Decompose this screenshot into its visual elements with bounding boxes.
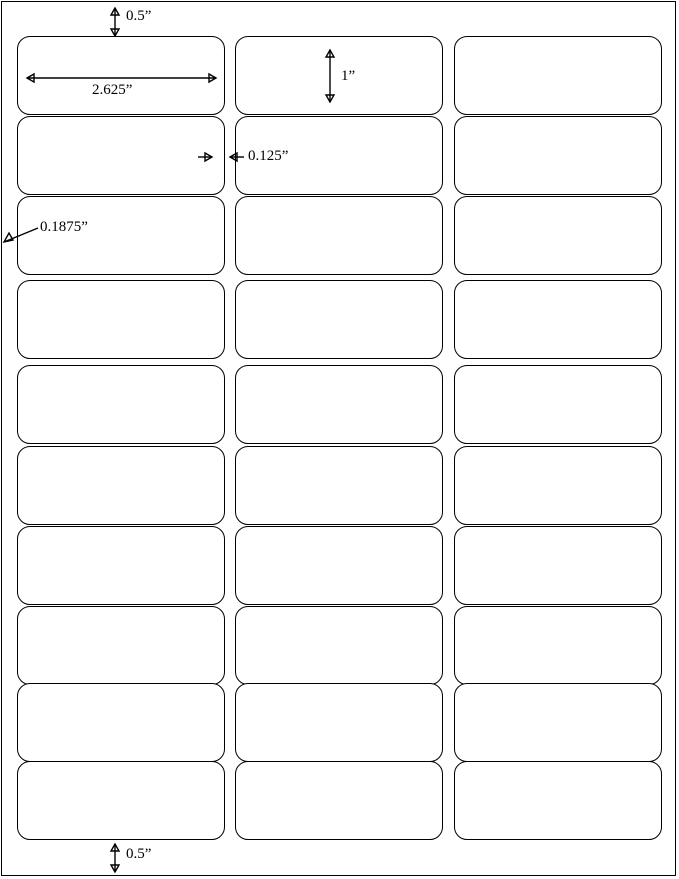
label-cell[interactable] (454, 196, 662, 275)
label-cell[interactable] (17, 526, 225, 605)
label-cell[interactable] (235, 196, 443, 275)
label-cell[interactable] (17, 116, 225, 195)
label-height-arrow (320, 48, 340, 104)
label-cell[interactable] (454, 683, 662, 762)
horizontal-gap-label: 0.125” (248, 148, 289, 164)
left-margin-arrow (2, 222, 42, 244)
label-cell[interactable] (454, 365, 662, 444)
label-cell[interactable] (17, 606, 225, 685)
label-cell[interactable] (235, 606, 443, 685)
label-cell[interactable] (235, 446, 443, 525)
label-cell[interactable] (454, 526, 662, 605)
label-cell[interactable] (17, 683, 225, 762)
label-cell[interactable] (17, 446, 225, 525)
label-cell[interactable] (454, 606, 662, 685)
bottom-margin-arrow (105, 842, 125, 874)
label-cell[interactable] (17, 761, 225, 840)
bottom-margin-label: 0.5” (126, 846, 152, 862)
label-height-label: 1” (341, 68, 356, 84)
label-cell[interactable] (454, 116, 662, 195)
label-cell[interactable] (235, 683, 443, 762)
label-cell[interactable] (235, 526, 443, 605)
label-cell[interactable] (17, 280, 225, 359)
label-width-label: 2.625” (92, 82, 133, 98)
top-margin-label: 0.5” (126, 8, 152, 24)
label-cell[interactable] (454, 280, 662, 359)
label-cell[interactable] (235, 761, 443, 840)
label-grid (17, 36, 662, 840)
left-margin-label: 0.1875” (40, 219, 88, 235)
horizontal-gap-arrows (196, 150, 246, 164)
label-cell[interactable] (454, 761, 662, 840)
label-cell[interactable] (17, 365, 225, 444)
label-cell[interactable] (454, 446, 662, 525)
label-cell[interactable] (235, 365, 443, 444)
label-cell[interactable] (454, 36, 662, 115)
top-margin-arrow (105, 6, 125, 38)
label-cell[interactable] (235, 280, 443, 359)
